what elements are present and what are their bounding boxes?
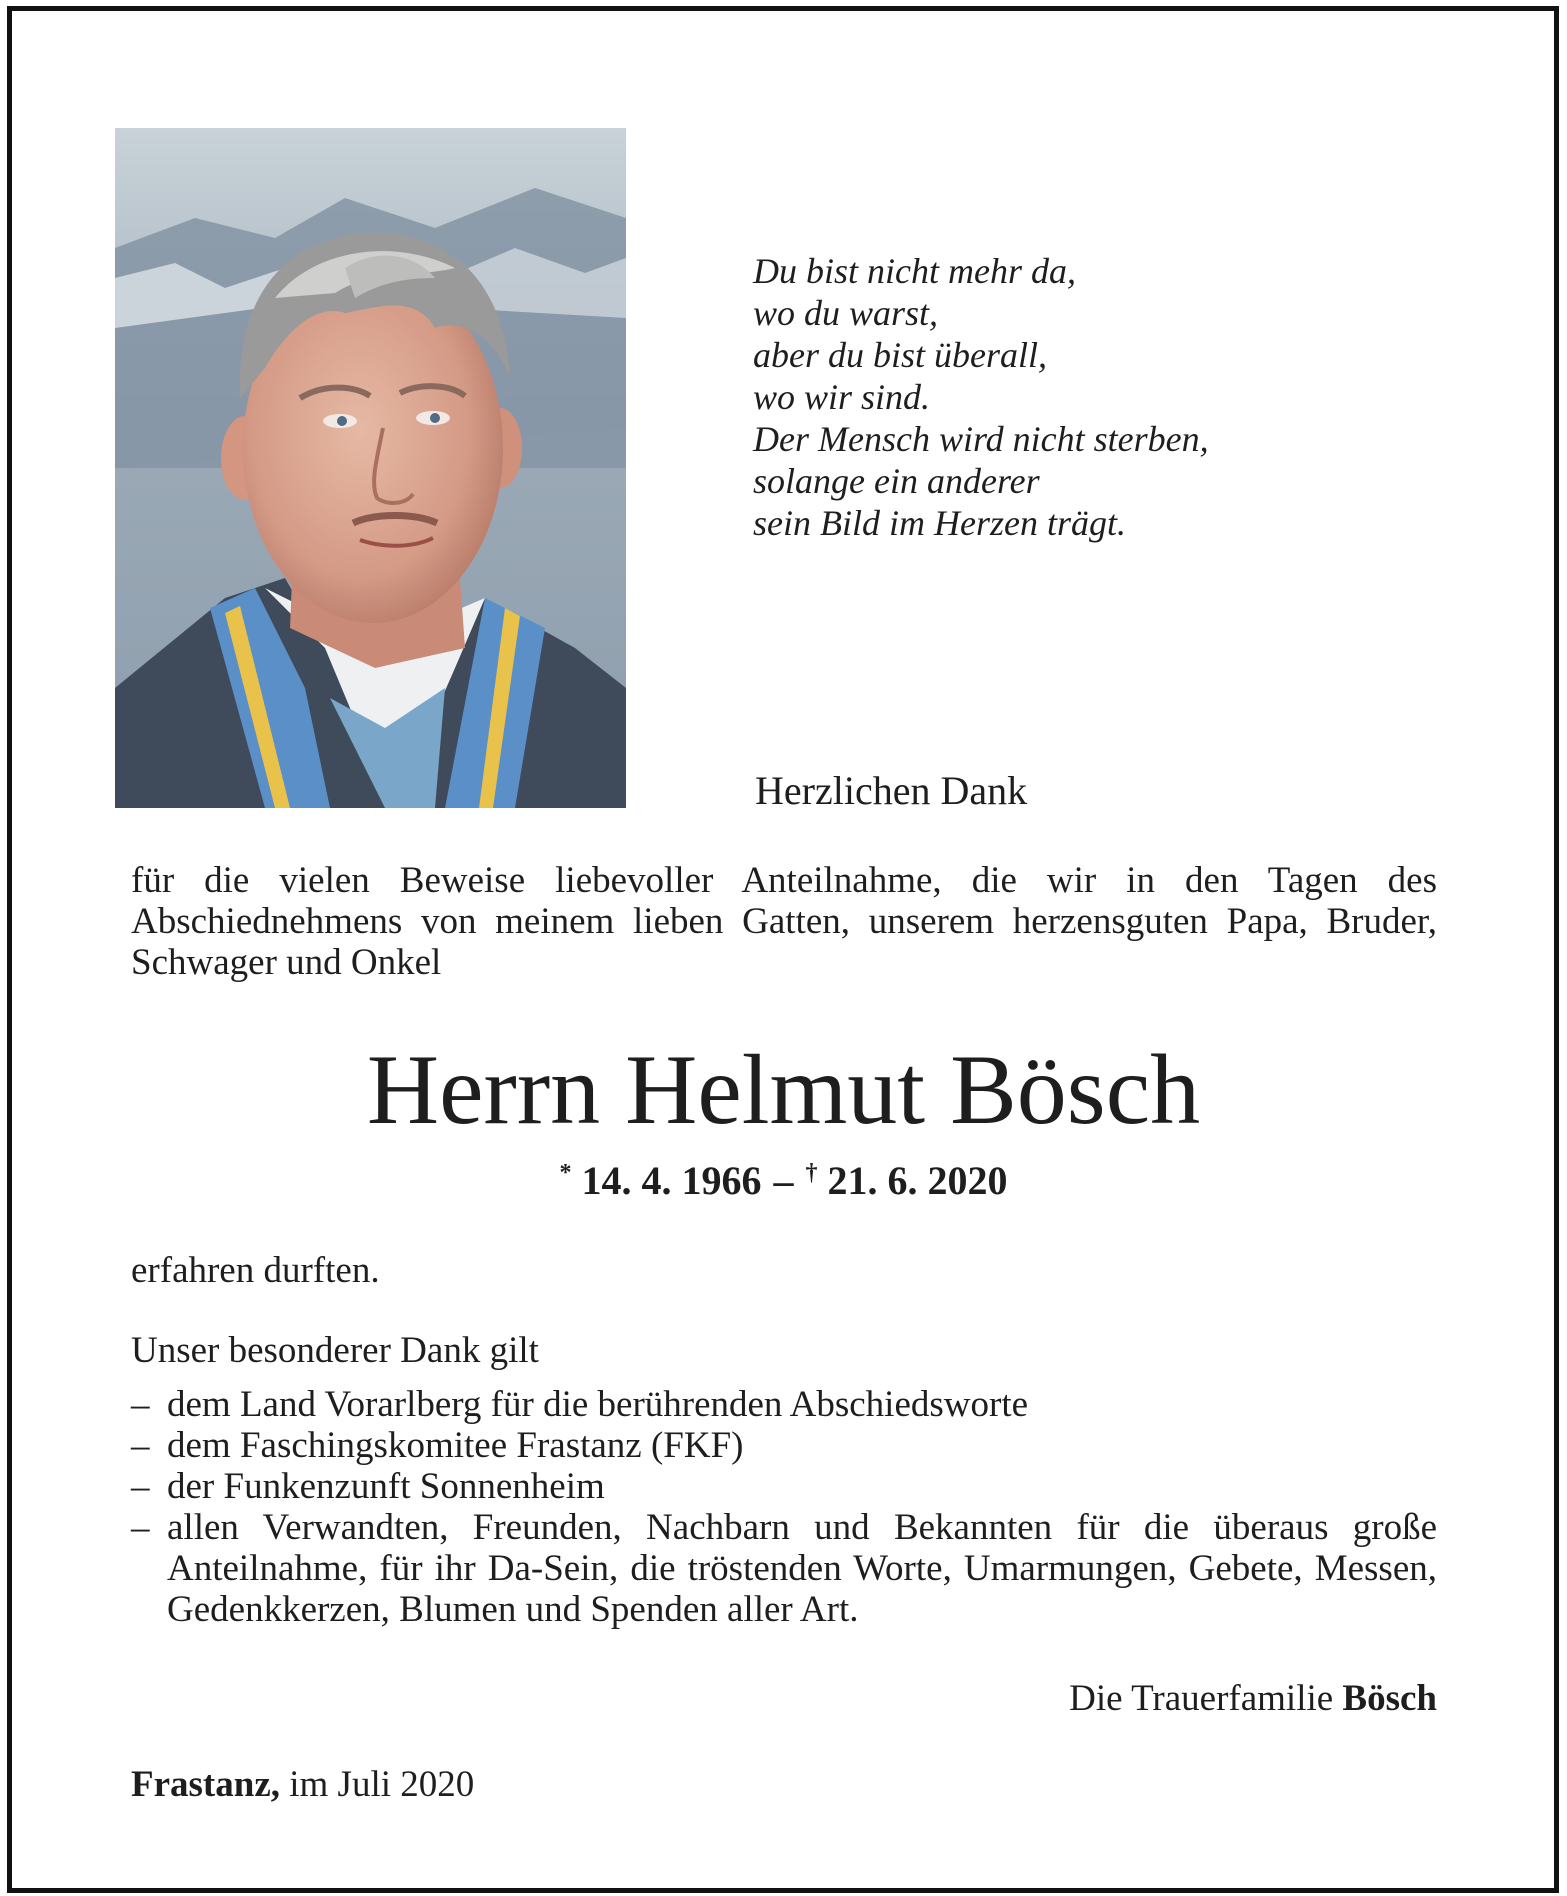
- place-date: im Juli 2020: [289, 1764, 475, 1805]
- list-item: [131, 1384, 1437, 1425]
- date-separator: –: [773, 1158, 794, 1203]
- dash-bullet: –: [131, 1466, 150, 1507]
- closing-text: erfahren durften.: [131, 1250, 380, 1291]
- list-item-text: dem Land Vorarlberg für die berührenden Abschiedsworte: [167, 1384, 1029, 1425]
- place-town: Frastanz,: [131, 1764, 280, 1805]
- death-date: 21. 6. 2020: [827, 1158, 1008, 1203]
- intro-paragraph: für die vielen Beweise liebevoller Anteilnahme, die wir in den Tagen des Abschiednehmens von meinem lieben Gatten, unserem herzensguten Papa, Bruder, Schwager und Onkel: [131, 860, 1437, 983]
- memorial-poem: [753, 250, 1373, 544]
- dash-bullet: –: [131, 1507, 150, 1548]
- poem-line: Du bist nicht mehr da,: [753, 251, 1076, 291]
- birth-date: 14. 4. 1966: [581, 1158, 762, 1203]
- thanks-heading: Herzlichen Dank: [755, 768, 1028, 813]
- list-item: [131, 1466, 1437, 1507]
- death-symbol: †: [805, 1160, 818, 1186]
- thanks-list: [131, 1384, 1437, 1630]
- signature-prefix: Die Trauerfamilie: [1069, 1678, 1334, 1719]
- poem-line: Der Mensch wird nicht sterben,: [753, 419, 1209, 459]
- poem-line: sein Bild im Herzen trägt.: [753, 503, 1126, 543]
- birth-symbol: *: [559, 1160, 572, 1186]
- deceased-name: Herrn Helmut Bösch: [366, 1034, 1201, 1145]
- list-item-text: der Funkenzunft Sonnenheim: [167, 1466, 605, 1507]
- poem-line: wo du warst,: [753, 293, 939, 333]
- poem-line: solange ein anderer: [753, 461, 1040, 501]
- family-name: Bösch: [1342, 1678, 1437, 1719]
- portrait-photo: [115, 128, 626, 808]
- life-dates: [0, 1157, 1567, 1205]
- special-thanks-intro: Unser besonderer Dank gilt: [131, 1330, 539, 1371]
- list-item-text: allen Verwandten, Freunden, Nachbarn und Bekannten für die überaus große Anteilnahme, für ihr Da-Sein, die tröstenden Worte, Umarmungen, Gebete, Messen, Gedenkkerzen, Blumen und Spenden aller Art.: [167, 1507, 1437, 1630]
- list-item-text: dem Faschingskomitee Frastanz (FKF): [167, 1425, 744, 1466]
- poem-line: aber du bist überall,: [753, 335, 1047, 375]
- list-item: [131, 1507, 1437, 1630]
- family-signature: [1069, 1677, 1437, 1721]
- dash-bullet: –: [131, 1384, 150, 1425]
- dash-bullet: –: [131, 1425, 150, 1466]
- place-and-date: [131, 1763, 474, 1807]
- poem-line: wo wir sind.: [753, 377, 931, 417]
- list-item: [131, 1425, 1437, 1466]
